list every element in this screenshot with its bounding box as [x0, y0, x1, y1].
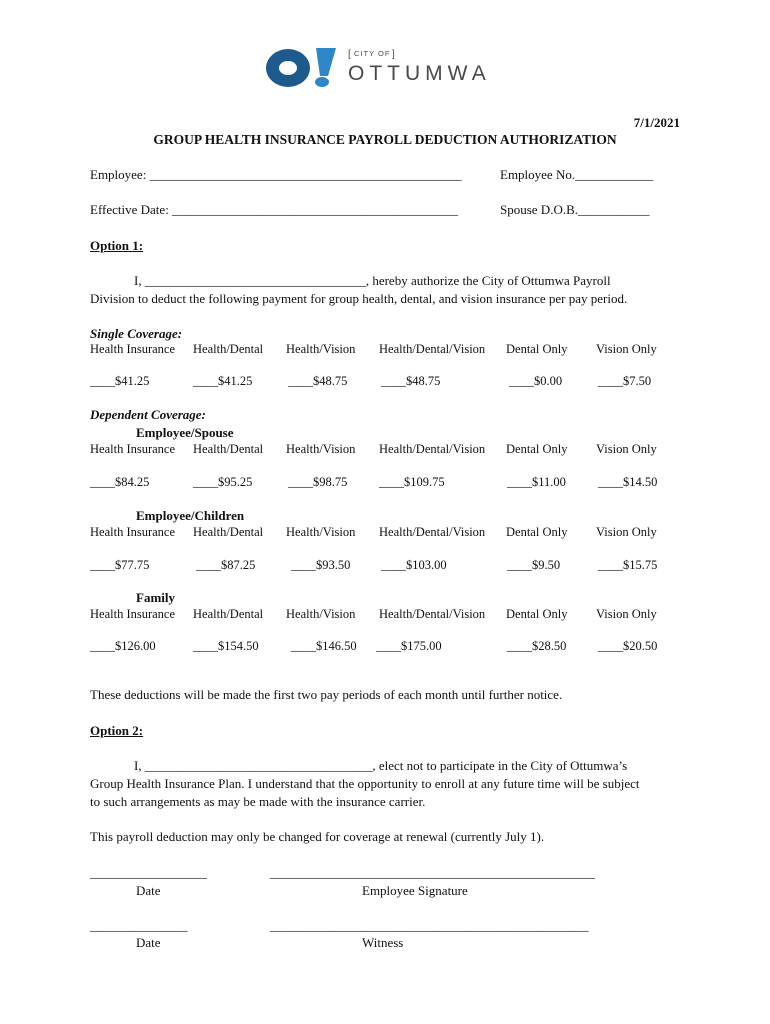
price-option[interactable]: ____$15.75 [598, 558, 658, 572]
column-header: Vision Only [596, 525, 657, 539]
price-option[interactable]: ____$11.00 [507, 475, 566, 489]
employee-signature-line[interactable]: __________________________________________________ [270, 865, 595, 880]
page-title: GROUP HEALTH INSURANCE PAYROLL DEDUCTION AUTHORIZATION [153, 132, 617, 147]
option1-text: Division to deduct the following payment for group health, dental, and vision insurance per pay period. [90, 291, 628, 306]
svg-text:]: ] [392, 49, 395, 60]
price-option[interactable]: ____$7.50 [598, 374, 652, 388]
logo-ottumwa: OTTUMWA [348, 62, 491, 85]
column-header: Health Insurance [90, 342, 176, 356]
column-header: Health/Vision [286, 525, 356, 539]
column-header: Health Insurance [90, 525, 176, 539]
price-option[interactable]: ____$109.75 [379, 475, 445, 489]
document-date: 7/1/2021 [633, 115, 680, 130]
column-header: Health/Dental [193, 442, 264, 456]
price-option[interactable]: ____$154.50 [193, 639, 259, 653]
deductions-note: These deductions will be made the first two pay periods of each month until further notice. [90, 687, 563, 702]
date-label-2: Date [136, 935, 161, 950]
column-header: Health/Dental/Vision [379, 442, 486, 456]
logo-city-of: CITY OF [354, 49, 391, 58]
column-header: Vision Only [596, 607, 657, 621]
option2-name-line[interactable]: I, ___________________________________, elect not to participate in the City of Ottumwa’s [134, 758, 628, 773]
single-coverage-heading: Single Coverage: [90, 326, 183, 341]
column-header: Health/Vision [286, 442, 356, 456]
column-header: Health/Dental/Vision [379, 607, 486, 621]
witness-signature-line[interactable]: _________________________________________________ [270, 918, 589, 933]
price-option[interactable]: ____$93.50 [291, 558, 351, 572]
column-header: Health/Vision [286, 607, 356, 621]
price-option[interactable]: ____$146.50 [291, 639, 357, 653]
column-header: Health/Dental/Vision [379, 525, 486, 539]
option2-text-line3: to such arrangements as may be made with the insurance carrier. [90, 794, 426, 809]
price-option[interactable]: ____$87.25 [196, 558, 256, 572]
column-header: Vision Only [596, 342, 657, 356]
price-option[interactable]: ____$48.75 [381, 374, 441, 388]
price-option[interactable]: ____$175.00 [376, 639, 442, 653]
price-option[interactable]: ____$84.25 [90, 475, 150, 489]
price-option[interactable]: ____$9.50 [507, 558, 561, 572]
option2-heading: Option 2: [90, 723, 144, 738]
price-option[interactable]: ____$126.00 [90, 639, 156, 653]
employee-no-field[interactable]: Employee No.____________ [500, 167, 654, 182]
price-option[interactable]: ____$41.25 [193, 374, 253, 388]
price-option[interactable]: ____$48.75 [288, 374, 348, 388]
column-header: Health/Dental/Vision [379, 342, 486, 356]
price-option[interactable]: ____$28.50 [507, 639, 567, 653]
svg-text:[: [ [348, 49, 351, 60]
employee-children-heading: Employee/Children [136, 508, 245, 523]
column-header: Health/Vision [286, 342, 356, 356]
witness-label: Witness [362, 935, 404, 950]
option1-heading: Option 1: [90, 238, 144, 253]
ottumwa-logo-mark [264, 44, 509, 90]
date-signature-line-2[interactable]: _______________ [90, 918, 188, 933]
price-option[interactable]: ____$0.00 [509, 374, 563, 388]
price-option[interactable]: ____$14.50 [598, 475, 658, 489]
dependent-coverage-heading: Dependent Coverage: [90, 407, 206, 422]
price-option[interactable]: ____$103.00 [381, 558, 447, 572]
column-header: Health/Dental [193, 525, 264, 539]
employee-spouse-heading: Employee/Spouse [136, 425, 234, 440]
employee-signature-label: Employee Signature [362, 883, 468, 898]
option1-name-line[interactable]: I, __________________________________, hereby authorize the City of Ottumwa Payroll [134, 273, 611, 288]
column-header: Health/Dental [193, 607, 264, 621]
change-note: This payroll deduction may only be changed for coverage at renewal (currently July 1). [90, 829, 545, 844]
employee-field[interactable]: Employee: ________________________________________________ [90, 167, 462, 182]
column-header: Vision Only [596, 442, 657, 456]
city-of-ottumwa-logo [264, 44, 509, 90]
price-option[interactable]: ____$77.75 [90, 558, 150, 572]
column-header: Dental Only [506, 342, 568, 356]
column-header: Health/Dental [193, 342, 264, 356]
price-option[interactable]: ____$41.25 [90, 374, 150, 388]
column-header: Dental Only [506, 442, 568, 456]
column-header: Dental Only [506, 525, 568, 539]
family-heading: Family [136, 590, 175, 605]
spouse-dob-field[interactable]: Spouse D.O.B.___________ [500, 202, 650, 217]
column-header: Dental Only [506, 607, 568, 621]
column-header: Health Insurance [90, 442, 176, 456]
date-label-1: Date [136, 883, 161, 898]
column-header: Health Insurance [90, 607, 176, 621]
price-option[interactable]: ____$98.75 [288, 475, 348, 489]
price-option[interactable]: ____$20.50 [598, 639, 658, 653]
date-signature-line-1[interactable]: __________________ [90, 865, 207, 880]
option2-text-line2: Group Health Insurance Plan. I understand that the opportunity to enroll at any future time will be subject [90, 776, 640, 791]
effective-date-field[interactable]: Effective Date: ____________________________________________ [90, 202, 459, 217]
price-option[interactable]: ____$95.25 [193, 475, 253, 489]
